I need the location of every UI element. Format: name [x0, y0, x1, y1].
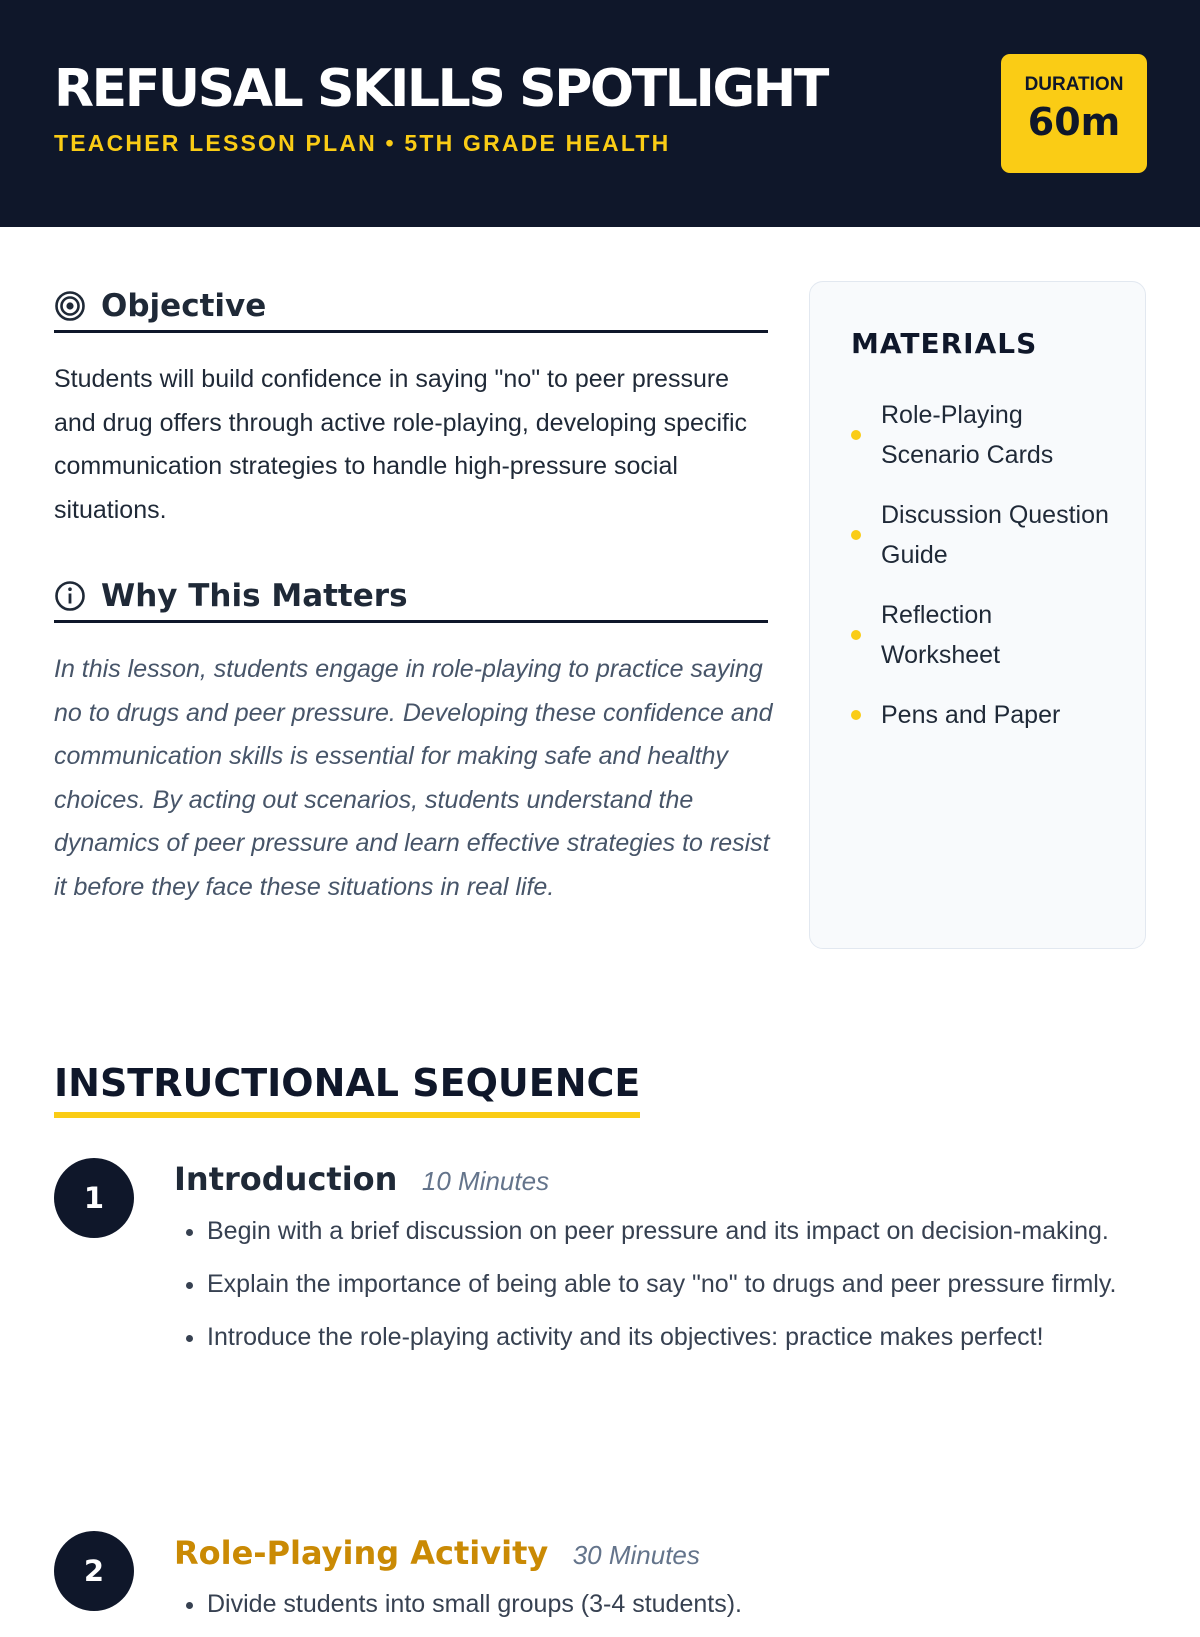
page-header — [0, 0, 1200, 227]
page-title: REFUSAL SKILLS SPOTLIGHT — [54, 59, 827, 119]
list-item: • Explain the importance of being able to say "no" to drugs and peer pressure firmly. — [207, 1264, 1187, 1304]
list-item: • Divide students into small groups (3-4 students). — [207, 1584, 1187, 1624]
step-bullets — [174, 1211, 1187, 1370]
materials-title: MATERIALS — [851, 327, 1038, 360]
step-time: 30 Minutes — [572, 1540, 700, 1570]
page-subtitle: TEACHER LESSON PLAN • 5TH GRADE HEALTH — [54, 130, 671, 156]
materials-item — [851, 695, 1111, 735]
materials-list — [851, 395, 1111, 755]
bullet-dot-icon — [851, 630, 861, 640]
objective-heading — [54, 282, 768, 333]
list-item: • Introduce the role-playing activity and its objectives: practice makes perfect! — [207, 1317, 1187, 1357]
materials-item-label: Pens and Paper — [881, 701, 1061, 729]
step-name: Role-Playing Activity — [174, 1534, 549, 1572]
step-name: Introduction — [174, 1160, 398, 1198]
step-heading — [174, 1160, 549, 1198]
info-icon — [54, 580, 86, 612]
step-time: 10 Minutes — [421, 1166, 550, 1196]
duration-value: 60m — [1027, 100, 1121, 144]
materials-item — [851, 395, 1111, 475]
why-title: Why This Matters — [101, 578, 408, 614]
materials-item-label: Reflection Worksheet — [881, 601, 1001, 669]
materials-panel — [809, 281, 1146, 949]
materials-item-label: Role-Playing Scenario Cards — [881, 401, 1054, 469]
bullet-dot-icon — [851, 430, 861, 440]
bullet-dot-icon — [851, 530, 861, 540]
objective-text: Students will build confidence in saying "no" to peer pressure and drug offers through active role-playing, developing specific communication strategies to handle high-pressure social situations. — [54, 365, 748, 524]
materials-item-label: Discussion Question Guide — [881, 501, 1109, 569]
sequence-title: INSTRUCTIONAL SEQUENCE — [54, 1060, 640, 1118]
objective-title: Objective — [101, 288, 267, 324]
why-text: In this lesson, students engage in role-playing to practice saying no to drugs and peer pressure. Developing these confidence and communication skills is essential for making safe and healthy choices. By acting out scenarios, students understand the dynamics of peer pressure and learn effective strategies to resist it before they face these situations in real life. — [54, 655, 773, 901]
step-number: 1 — [54, 1158, 134, 1238]
duration-badge — [1001, 54, 1147, 173]
materials-item — [851, 595, 1111, 675]
why-heading — [54, 572, 768, 623]
materials-item — [851, 495, 1111, 575]
step-heading — [174, 1534, 700, 1572]
duration-label: DURATION — [1024, 74, 1124, 95]
bullet-dot-icon — [851, 710, 861, 720]
target-icon — [54, 290, 86, 322]
list-item: • Begin with a brief discussion on peer pressure and its impact on decision-making. — [207, 1211, 1187, 1251]
step-number: 2 — [54, 1531, 134, 1611]
step-bullets — [174, 1584, 1187, 1637]
